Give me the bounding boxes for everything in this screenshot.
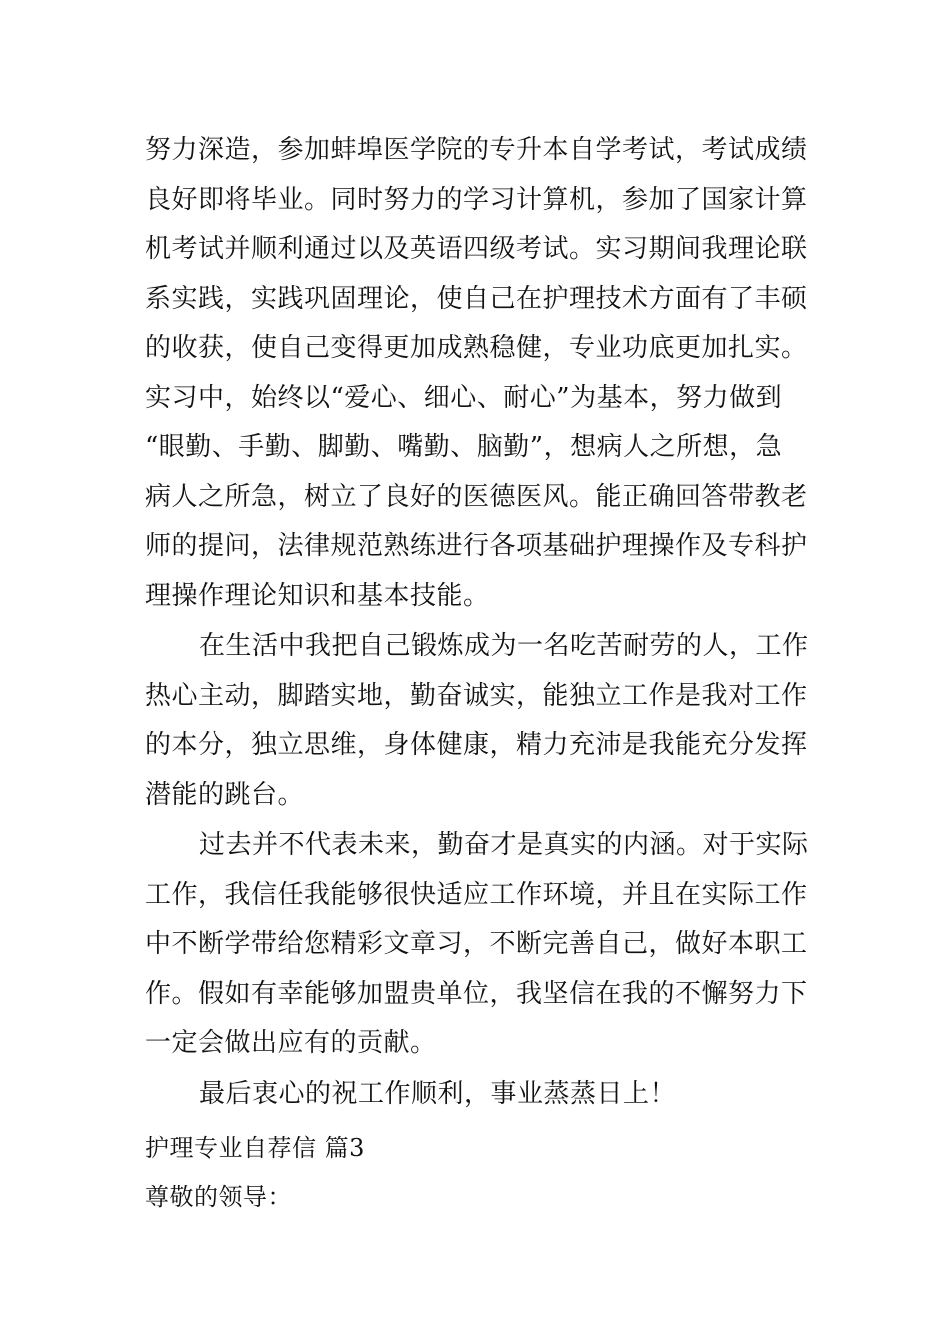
paragraph-1 <box>145 126 810 621</box>
paragraph-line: 中不断学带给您精彩文章习，不断完善自己，做好本职工 <box>145 929 808 959</box>
paragraph-line: 在生活中我把自己锻炼成为一名吃苦耐劳的人，工作 <box>199 631 809 661</box>
paragraph-line: 的本分，独立思维，身体健康，精力充沛是我能充分发挥 <box>145 730 808 760</box>
paragraph-line: 病人之所急，树立了良好的医德医风。能正确回答带教老 <box>145 481 808 512</box>
paragraph-line: 良好即将毕业。同时努力的学习计算机，参加了国家计算 <box>145 184 808 215</box>
paragraph-2 <box>145 622 810 820</box>
paragraph-line: 工作，我信任我能够很快适应工作环境，并且在实际工作 <box>145 879 808 910</box>
salutation: 尊敬的领导： <box>145 1183 292 1211</box>
closing-line: 最后衷心的祝工作顺利，事业蒸蒸日上！ <box>199 1079 677 1109</box>
paragraph-line: 一定会做出应有的贡献。 <box>145 1028 437 1058</box>
paragraph-3 <box>145 821 810 1069</box>
paragraph-line: 系实践，实践巩固理论，使自己在护理技术方面有了丰硕 <box>145 283 808 314</box>
closing-paragraph <box>145 1070 810 1120</box>
paragraph-line: 热心主动，脚踏实地，勤奋诚实，能独立工作是我对工作 <box>145 680 808 711</box>
paragraph-line: 实习中，始终以“爱心、细心、耐心”为基本，努力做到 <box>145 382 783 413</box>
paragraph-line: 理操作理论知识和基本技能。 <box>145 580 490 611</box>
paragraph-line: 过去并不代表未来，勤奋才是真实的内涵。对于实际 <box>199 830 809 860</box>
paragraph-line: 机考试并顺利通过以及英语四级考试。实习期间我理论联 <box>145 234 808 264</box>
paragraph-line: 作。假如有幸能够加盟贵单位，我坚信在我的不懈努力下 <box>145 978 808 1009</box>
section-heading: 护理专业自荐信 篇3 <box>145 1134 365 1162</box>
paragraph-line: 的收获，使自己变得更加成熟稳健，专业功底更加扎实。 <box>145 333 808 363</box>
paragraph-line: “眼勤、手勤、脚勤、嘴勤、脑勤”，想病人之所想，急 <box>145 432 783 462</box>
paragraph-line: 潜能的跳台。 <box>145 779 305 810</box>
paragraph-line: 师的提问，法律规范熟练进行各项基础护理操作及专科护 <box>145 531 808 561</box>
paragraph-line: 努力深造，参加蚌埠医学院的专升本自学考试，考试成绩 <box>145 135 808 165</box>
